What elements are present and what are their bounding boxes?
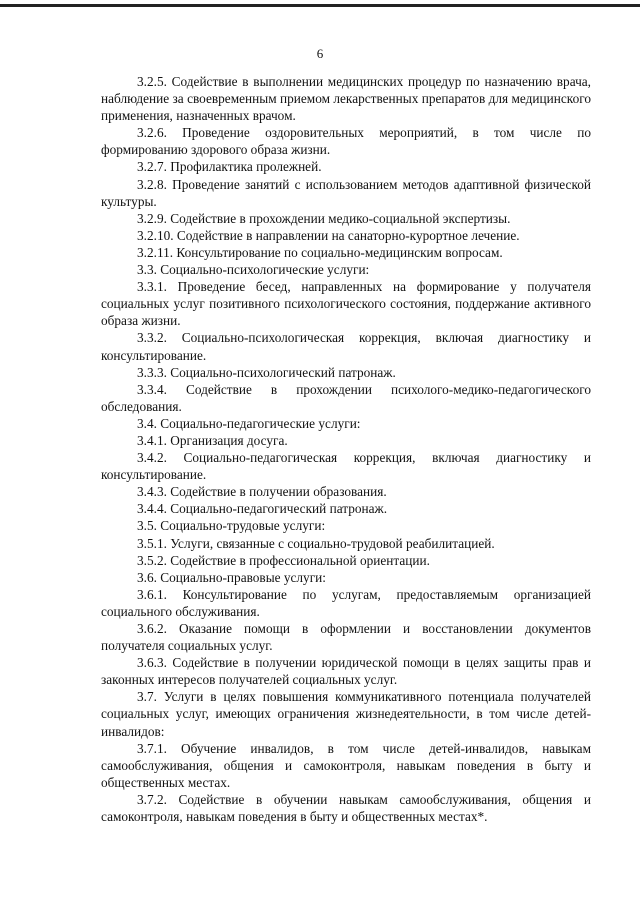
paragraph-3-2-6: 3.2.6. Проведение оздоровительных мероприятий, в том числе по формированию здорового образа жизни. xyxy=(101,125,591,158)
paragraph-3-2-10: 3.2.10. Содействие в направлении на санаторно-курортное лечение. xyxy=(137,227,520,243)
paragraph-3-6-3: 3.6.3. Содействие в получении юридической помощи в целях защиты прав и законных интересов получателей социальных услуг. xyxy=(101,655,591,688)
section-heading-3-6: 3.6. Социально-правовые услуги: xyxy=(137,569,326,585)
section-heading-3-3: 3.3. Социально-психологические услуги: xyxy=(137,262,370,278)
paragraph-3-7-2: 3.7.2. Содействие в обучении навыкам самообслуживания, общения и самоконтроля, навыкам поведения в быту и общественных местах*. xyxy=(101,791,591,825)
document-body xyxy=(101,73,591,825)
paragraph-3-5-2: 3.5.2. Содействие в профессиональной ориентации. xyxy=(137,552,430,568)
paragraph-3-4-2: 3.4.2. Социально-педагогическая коррекция, включая диагностику и консультирование. xyxy=(101,450,591,483)
paragraph-3-3-2: 3.3.2. Социально-психологическая коррекция, включая диагностику и консультирование. xyxy=(101,330,591,363)
paragraph-3-3-3: 3.3.3. Социально-психологический патронаж. xyxy=(137,364,396,380)
paragraph-3-2-8: 3.2.8. Проведение занятий с использованием методов адаптивной физической культуры. xyxy=(101,176,591,209)
paragraph-3-6-1: 3.6.1. Консультирование по услугам, предоставляемым организацией социального обслуживания. xyxy=(101,586,591,619)
paragraph-3-2-5: 3.2.5. Содействие в выполнении медицинских процедур по назначению врача, наблюдение за своевременным приемом лекарственных препаратов для медицинского применения, назначенных врачом. xyxy=(101,74,591,124)
paragraph-3-3-1: 3.3.1. Проведение бесед, направленных на формирование у получателя социальных услуг позитивного психологического состояния, поддержание активного образа жизни. xyxy=(101,279,591,329)
page-number: 6 xyxy=(316,46,324,61)
top-border-line xyxy=(0,4,640,7)
paragraph-3-2-9: 3.2.9. Содействие в прохождении медико-социальной экспертизы. xyxy=(137,210,511,226)
paragraph-3-7-1: 3.7.1. Обучение инвалидов, в том числе детей-инвалидов, навыкам самообслуживания, общения и самоконтроля, навыкам поведения в быту и общественных местах. xyxy=(101,740,591,790)
paragraph-3-2-7: 3.2.7. Профилактика пролежней. xyxy=(137,159,322,175)
paragraph-3-4-3: 3.4.3. Содействие в получении образования. xyxy=(137,484,387,500)
paragraph-3-4-1: 3.4.1. Организация досуга. xyxy=(137,432,288,448)
paragraph-3-5-1: 3.5.1. Услуги, связанные с социально-трудовой реабилитацией. xyxy=(137,535,495,551)
section-heading-3-7: 3.7. Услуги в целях повышения коммуникативного потенциала получателей социальных услуг, имеющих ограничения жизнедеятельности, в том числе детей-инвалидов: xyxy=(101,689,591,739)
paragraph-3-3-4: 3.3.4. Содействие в прохождении психолого-медико-педагогического обследования. xyxy=(101,381,591,414)
paragraph-3-6-2: 3.6.2. Оказание помощи в оформлении и восстановлении документов получателя социальных услуг. xyxy=(101,621,591,654)
paragraph-3-4-4: 3.4.4. Социально-педагогический патронаж. xyxy=(137,501,388,517)
paragraph-3-2-11: 3.2.11. Консультирование по социально-медицинским вопросам. xyxy=(137,244,503,260)
section-heading-3-5: 3.5. Социально-трудовые услуги: xyxy=(137,518,326,534)
section-heading-3-4: 3.4. Социально-педагогические услуги: xyxy=(137,415,361,431)
